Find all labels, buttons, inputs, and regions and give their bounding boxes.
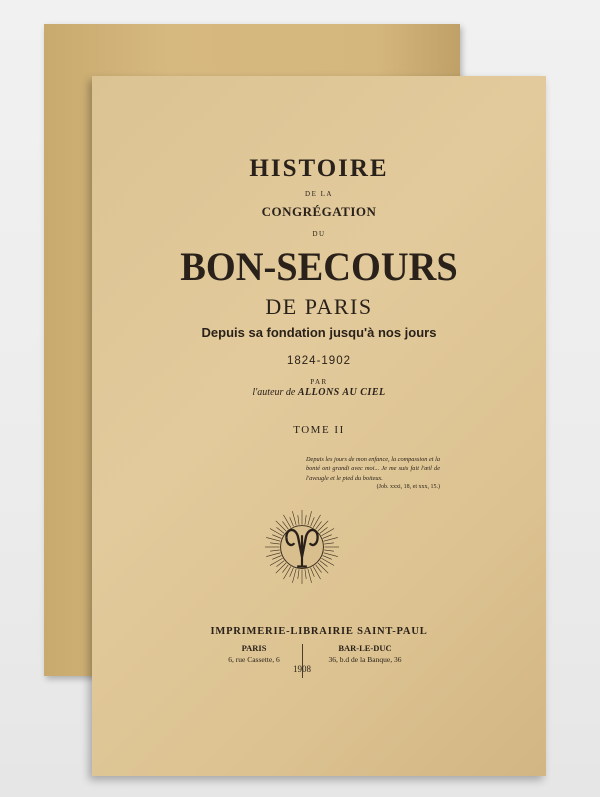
author-work: ALLONS AU CIEL: [297, 387, 386, 398]
sunburst-ray: [321, 558, 334, 565]
monogram-sunburst-icon: [263, 508, 341, 586]
sunburst-ray: [272, 556, 281, 560]
sunburst-ray: [305, 515, 306, 525]
epigraph-text: Depuis les jours de mon enfance, la compassion et la bonté ont grandi avec moi... Je me suis fait l'œil de l'aveugle et le pied du boiteux.: [306, 456, 440, 482]
sunburst-ray: [308, 569, 312, 583]
par-label: PAR: [310, 378, 328, 386]
publication-year: 1908: [293, 664, 311, 674]
printer-paris-column: [199, 642, 309, 666]
sunburst-ray: [324, 537, 338, 541]
left-city: PARIS: [241, 643, 267, 653]
title-histoire: HISTOIRE: [249, 155, 389, 182]
sunburst-ray: [276, 563, 286, 573]
right-address: 36, b.d de la Banque, 36: [328, 655, 402, 664]
sunburst-ray: [266, 537, 280, 541]
sunburst-ray: [313, 566, 320, 579]
sunburst-ray: [298, 569, 299, 579]
right-city: BAR-LE-DUC: [338, 643, 392, 653]
sunburst-ray: [270, 543, 280, 544]
sunburst-ray: [323, 535, 332, 539]
sunburst-ray: [276, 521, 286, 531]
tome-label: TOME II: [293, 424, 345, 436]
book-cover: [92, 76, 546, 776]
sunburst-ray: [292, 511, 296, 525]
sunburst-ray: [324, 553, 338, 557]
author-prefix: l'auteur de: [252, 387, 296, 398]
sunburst-ray: [270, 550, 280, 551]
sunburst-ray: [324, 543, 334, 544]
sunburst-ray: [270, 558, 283, 565]
sunburst-ray: [298, 515, 299, 525]
sunburst-ray: [305, 569, 306, 579]
sunburst-ray: [324, 550, 334, 551]
sunburst-ray: [290, 517, 294, 526]
sunburst-ray: [272, 535, 281, 539]
left-address: 6, rue Cassette, 6: [228, 655, 280, 664]
epigraph-reference: (Job. xxxi, 18, et xxx, 15.): [376, 483, 440, 490]
title-main: BON-SECOURS: [180, 244, 458, 289]
sunburst-ray: [311, 568, 315, 577]
printer-barleduc-column: [310, 642, 420, 666]
sunburst-ray: [318, 563, 328, 573]
sunburst-ray: [313, 515, 320, 528]
sunburst-ray: [270, 528, 283, 535]
sunburst-ray: [318, 521, 328, 531]
sunburst-ray: [292, 569, 296, 583]
title-de-la: DE LA: [305, 190, 333, 198]
sunburst-ray: [321, 528, 334, 535]
sunburst-ray: [308, 511, 312, 525]
sunburst-ray: [311, 517, 315, 526]
epigraph: [306, 455, 440, 492]
sunburst-ray: [290, 568, 294, 577]
subtitle: Depuis sa fondation jusqu'à nos jours: [201, 325, 437, 340]
printer-name: IMPRIMERIE-LIBRAIRIE SAINT-PAUL: [210, 626, 428, 637]
author-line: [92, 387, 546, 398]
sunburst-ray: [283, 566, 290, 579]
sunburst-ray: [323, 556, 332, 560]
sunburst-ray: [266, 553, 280, 557]
title-congregation: CONGRÉGATION: [261, 204, 377, 219]
years-range: 1824-1902: [287, 355, 351, 367]
title-de-paris: DE PARIS: [265, 294, 373, 319]
title-du: DU: [312, 230, 326, 238]
sunburst-ray: [283, 515, 290, 528]
